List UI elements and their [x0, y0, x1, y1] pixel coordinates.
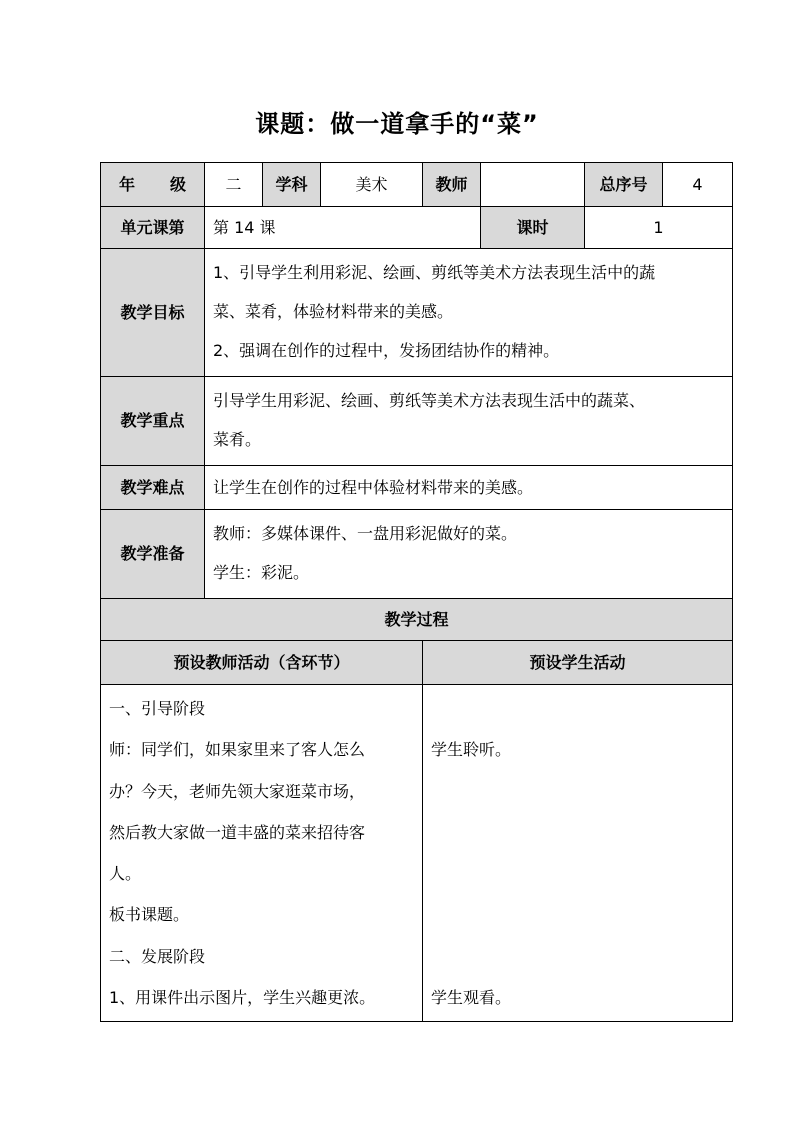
- goals-line-1: 1、引导学生利用彩泥、绘画、剪纸等美术方法表现生活中的蔬: [213, 263, 656, 282]
- spacer: [431, 894, 726, 935]
- teacher-label: 教师: [423, 163, 481, 207]
- process-columns-row: [101, 641, 733, 685]
- teacher-line: 办？今天，老师先领大家逛菜市场，: [109, 781, 366, 801]
- process-content-row: [101, 685, 733, 1022]
- teacher-value: [481, 163, 585, 207]
- subject-value: 美术: [321, 163, 423, 207]
- subject-label: 学科: [263, 163, 321, 207]
- student-activity-content: [423, 685, 733, 1022]
- prep-line-2: 学生：彩泥。: [213, 563, 310, 582]
- goals-line-2: 菜、菜肴，体验材料带来的美感。: [213, 302, 454, 321]
- sequence-label: 总序号: [585, 163, 663, 207]
- teacher-line: 1、用课件出示图片，学生兴趣更浓。: [109, 988, 376, 1008]
- goals-content: [205, 249, 733, 377]
- spacer: [431, 936, 726, 977]
- page-title: 课题：做一道拿手的“菜”: [255, 110, 539, 138]
- prep-row: [101, 510, 733, 599]
- focus-line-2: 菜肴。: [213, 430, 262, 449]
- period-value: 1: [585, 207, 733, 249]
- teacher-line: 二、发展阶段: [109, 946, 206, 966]
- sequence-value: 4: [663, 163, 733, 207]
- grade-value: 二: [205, 163, 263, 207]
- goals-row: [101, 249, 733, 377]
- teacher-line: 板书课题。: [109, 905, 190, 925]
- teacher-line: 然后教大家做一道丰盛的菜来招待客: [109, 822, 366, 842]
- spacer: [431, 812, 726, 853]
- difficulty-content: 让学生在创作的过程中体验材料带来的美感。: [205, 466, 733, 510]
- teacher-activity-content: [101, 685, 423, 1022]
- focus-label: 教学重点: [101, 377, 205, 466]
- student-line-1: 学生聆听。: [431, 740, 512, 760]
- teacher-activity-header: 预设教师活动（含环节）: [101, 641, 423, 685]
- focus-content: [205, 377, 733, 466]
- prep-line-1: 教师：多媒体课件、一盘用彩泥做好的菜。: [213, 524, 518, 543]
- focus-line-1: 引导学生用彩泥、绘画、剪纸等美术方法表现生活中的蔬菜、: [213, 391, 646, 410]
- focus-row: [101, 377, 733, 466]
- prep-label: 教学准备: [101, 510, 205, 599]
- process-header: 教学过程: [101, 599, 733, 641]
- student-line-2: 学生观看。: [431, 988, 512, 1008]
- spacer: [431, 771, 726, 812]
- spacer: [431, 853, 726, 894]
- teacher-line: 一、引导阶段: [109, 699, 206, 718]
- lesson-plan-table: [100, 162, 733, 1022]
- teacher-line: 师：同学们，如果家里来了客人怎么: [109, 740, 366, 760]
- info-row-1: [101, 163, 733, 207]
- unit-value: 第 14 课: [205, 207, 481, 249]
- difficulty-row: [101, 466, 733, 510]
- difficulty-label: 教学难点: [101, 466, 205, 510]
- unit-label: 单元课第: [101, 207, 205, 249]
- teacher-line: 人。: [109, 864, 142, 884]
- period-label: 课时: [481, 207, 585, 249]
- spacer: [431, 688, 726, 729]
- student-activity-header: 预设学生活动: [423, 641, 733, 685]
- goals-label: 教学目标: [101, 249, 205, 377]
- goals-line-3: 2、强调在创作的过程中，发扬团结协作的精神。: [213, 341, 560, 360]
- prep-content: [205, 510, 733, 599]
- info-row-2: [101, 207, 733, 249]
- grade-label: 年 级: [101, 163, 205, 207]
- process-header-row: [101, 599, 733, 641]
